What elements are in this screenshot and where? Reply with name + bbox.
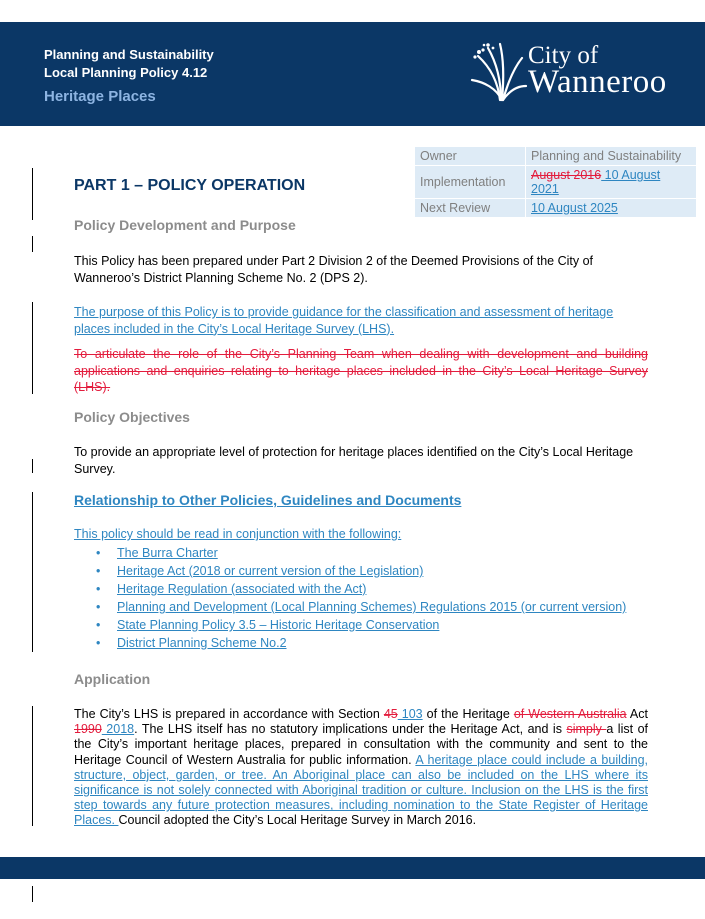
part-heading: PART 1 – POLICY OPERATION [74, 177, 306, 194]
purpose-inserted-text: The purpose of this Policy is to provide guidance for the classification and assessment of heritage places included in the City’s Local Heritage Survey (LHS). [74, 305, 614, 336]
header-policy-number: Local Planning Policy 4.12 [44, 65, 208, 80]
logo-city-text: City of [528, 42, 599, 69]
header-department: Planning and Sustainability [44, 47, 214, 62]
policy-info-table [414, 146, 697, 218]
owner-value: Planning and Sustainability [526, 147, 697, 166]
next-review-row [415, 199, 697, 218]
prepared-paragraph: This Policy has been prepared under Part 2 Division 2 of the Deemed Provisions of the City of Wanneroo’s District Planning Scheme No. 2 (DPS 2). [74, 254, 594, 285]
logo-wanneroo-text: Wanneroo [528, 64, 667, 100]
bullet-icon: • [96, 582, 101, 596]
purpose-deleted-paragraph [74, 346, 648, 396]
change-bar [32, 706, 33, 826]
read-with-text: This policy should be read in conjunction with the following: [74, 527, 402, 541]
next-review-date: 10 August 2025 [531, 201, 618, 215]
change-bar [32, 459, 33, 473]
policy-development-heading: Policy Development and Purpose [74, 217, 296, 233]
flax-plant-logo-icon [470, 42, 528, 102]
bullet-icon: • [96, 618, 101, 632]
read-with-paragraph [74, 526, 648, 543]
next-review-label: Next Review [415, 199, 526, 218]
objective-paragraph: To provide an appropriate level of protection for heritage places identified on the City’s Local Heritage Survey. [74, 445, 634, 476]
bullet-icon: • [96, 546, 101, 560]
city-logo [470, 42, 680, 102]
relationship-heading: Relationship to Other Policies, Guidelines and Documents [74, 492, 462, 508]
purpose-deleted-text: To articulate the role of the City’s Planning Team when dealing with development and building applications and enquiries relating to heritage places included in the City’s Local Heritage Survey (LHS). [74, 347, 648, 394]
owner-label: Owner [415, 147, 526, 166]
page-footer-bar [0, 857, 705, 879]
list-item: • Planning and Development (Local Planning Schemes) Regulations 2015 (or current version) [96, 600, 627, 614]
change-bar [32, 168, 33, 220]
change-bar [32, 492, 33, 652]
policy-objectives-heading: Policy Objectives [74, 409, 190, 425]
list-item: • Heritage Act (2018 or current version of the Legislation) [96, 564, 424, 578]
application-heading: Application [74, 671, 151, 687]
list-item: • District Planning Scheme No.2 [96, 636, 287, 650]
list-item: • Heritage Regulation (associated with the Act) [96, 582, 367, 596]
implementation-row [415, 166, 697, 199]
related-documents-list [96, 544, 656, 652]
implementation-deleted-date: August 2016 [531, 168, 602, 182]
owner-row [415, 147, 697, 166]
bullet-icon: • [96, 564, 101, 578]
implementation-inserted-date: 10 August 2021 [531, 168, 661, 196]
implementation-label: Implementation [415, 166, 526, 199]
next-review-value [526, 199, 697, 218]
application-paragraph: The City’s LHS is prepared in accordance with Section 45 103 of the Heritage of Western Australia Act 1990 2018. The LHS itself has no statutory implications under the Heritage Act, and is simply a list of the City’s important heritage places, prepared in consultation with the community and sent to the Heritage Council of Western Australia for public information. A heritage place could include a building, structure, object, garden, or tree. An Aboriginal place can also be included on the LHS where its significance is not solely connected with Aboriginal tradition or culture. Inclusion on the LHS is the first step towards any future protection measures, including nomination to the State Register of Heritage Places. Council adopted the City’s Local Heritage Survey in March 2016. [74, 707, 648, 828]
change-bar [32, 302, 33, 394]
purpose-inserted-paragraph [74, 304, 648, 337]
bullet-icon: • [96, 636, 101, 650]
list-item: • State Planning Policy 3.5 – Historic Heritage Conservation [96, 618, 440, 632]
implementation-value [526, 166, 697, 199]
change-bar [32, 886, 33, 902]
header-policy-title: Heritage Places [44, 88, 156, 105]
bullet-icon: • [96, 600, 101, 614]
change-bar [32, 236, 33, 252]
page-header [0, 22, 705, 126]
list-item: • The Burra Charter [96, 546, 218, 560]
